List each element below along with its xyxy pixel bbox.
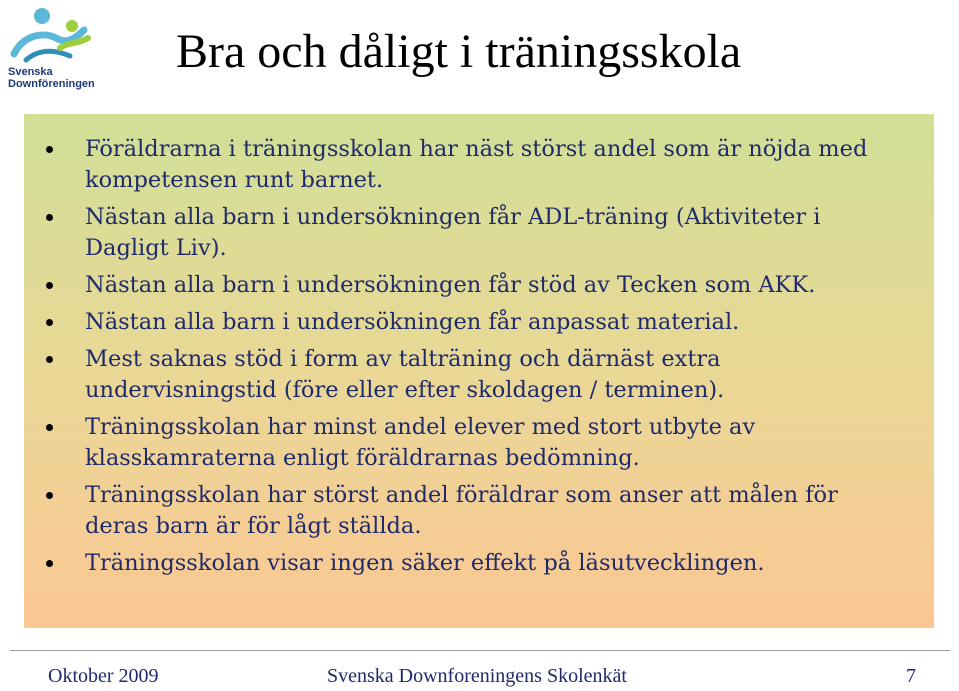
bullet-dot-icon (46, 492, 53, 499)
bullet-text: Nästan alla barn i undersökningen får anpassat material. (85, 309, 740, 335)
bullet-item (24, 270, 904, 301)
bullet-item (24, 412, 904, 474)
page-title: Bra och dåligt i träningsskola (176, 25, 742, 78)
bullet-text: Föräldrarna i träningsskolan har näst störst andel som är nöjda med kompetensen runt barnet. (85, 136, 868, 193)
downforeningen-logo-icon (4, 4, 100, 68)
bullet-dot-icon (46, 424, 53, 431)
footer-date: Oktober 2009 (48, 665, 159, 687)
bullet-text: Träningsskolan visar ingen säker effekt på läsutvecklingen. (85, 550, 765, 576)
bullet-text: Nästan alla barn i undersökningen får stöd av Tecken som AKK. (85, 272, 816, 298)
bullet-list (24, 134, 904, 585)
footer-page-number: 7 (906, 665, 916, 687)
footer-source: Svenska Downforeningens Skolenkät (327, 665, 627, 687)
bullet-item (24, 134, 904, 196)
content-box (24, 114, 934, 628)
bullet-item (24, 202, 904, 264)
bullet-text: Träningsskolan har störst andel föräldrar som anser att målen för deras barn är för lågt ställda. (85, 482, 838, 539)
logo-text-line1: Svenska (8, 66, 53, 78)
bullet-text: Träningsskolan har minst andel elever med stort utbyte av klasskamraterna enligt föräldrarnas bedömning. (85, 414, 756, 471)
bullet-item (24, 548, 904, 579)
bullet-dot-icon (46, 214, 53, 221)
bullet-item (24, 307, 904, 338)
bullet-dot-icon (46, 319, 53, 326)
logo-text-line2: Downföreningen (8, 78, 95, 90)
footer-divider (10, 650, 950, 651)
bullet-text: Mest saknas stöd i form av talträning och därnäst extra undervisningstid (före eller efter skoldagen / terminen). (85, 346, 725, 403)
bullet-text: Nästan alla barn i undersökningen får ADL-träning (Aktiviteter i Dagligt Liv). (85, 204, 821, 261)
bullet-dot-icon (46, 282, 53, 289)
bullet-dot-icon (46, 560, 53, 567)
bullet-dot-icon (46, 146, 53, 153)
bullet-item (24, 480, 904, 542)
logo (4, 4, 100, 92)
logo-text (8, 66, 95, 90)
bullet-item (24, 344, 904, 406)
bullet-dot-icon (46, 356, 53, 363)
